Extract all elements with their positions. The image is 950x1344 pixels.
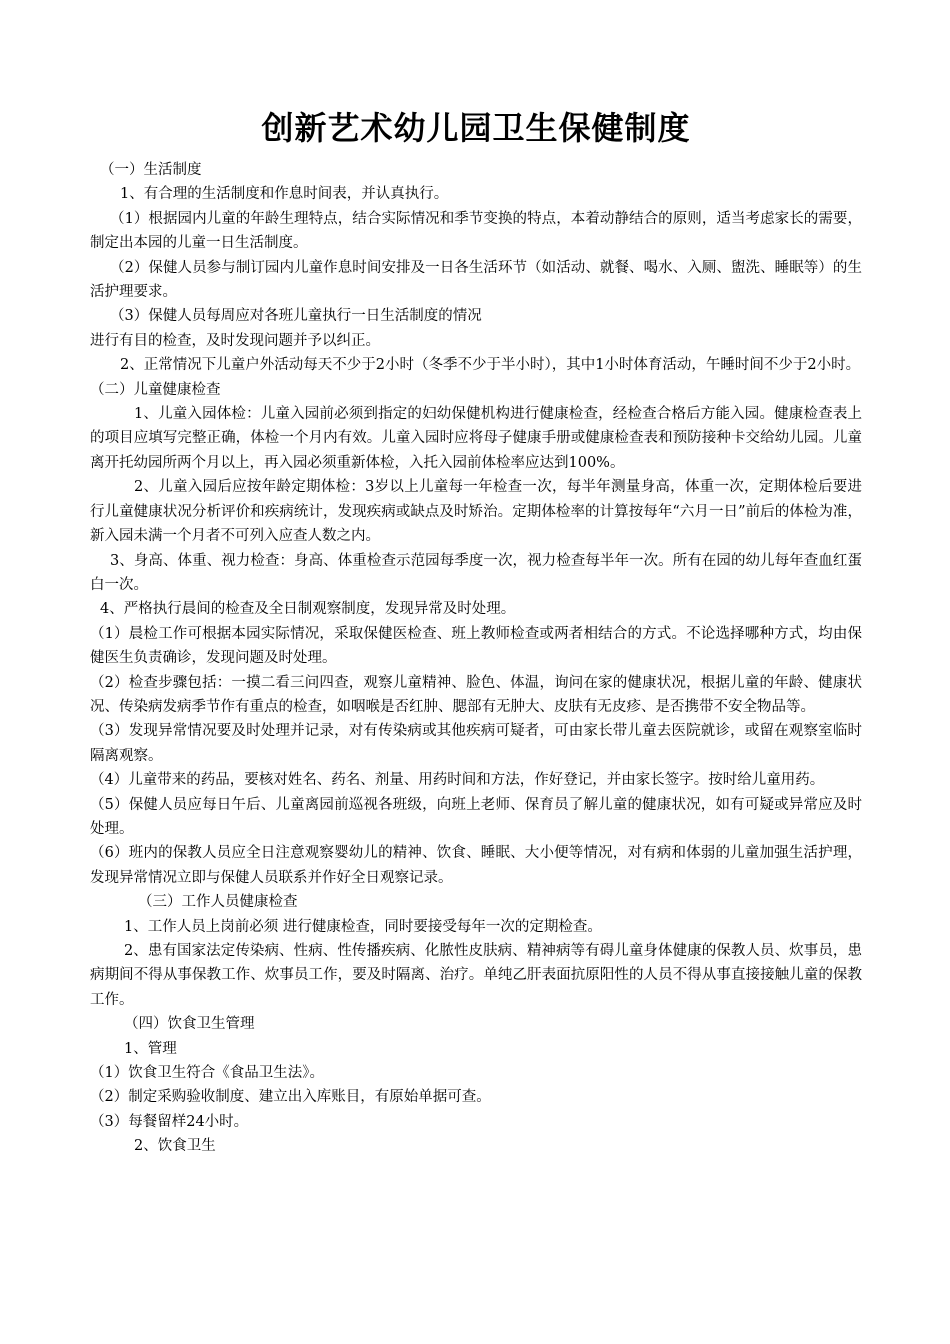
paragraph: 进行有目的检查，及时发现问题并予以纠正。 [90,332,380,349]
paragraph: （1）根据园内儿童的年龄生理特点，结合实际情况和季节变换的特点，本着动静结合的原则，适当考虑家长的需要，制定出本园的儿童一日生活制度。 [90,210,862,252]
paragraph: （2）保健人员参与制订园内儿童作息时间安排及一日各生活环节（如活动、就餐、喝水、入厕、盥洗、睡眠等）的生活护理要求。 [90,259,862,301]
paragraph: （1）饮食卫生符合《食品卫生法》。 [90,1065,324,1082]
section-heading-health-check: （二）儿童健康检查 [90,381,221,398]
paragraph: （2）制定采购验收制度、建立出入库账目，有原始单据可查。 [90,1089,491,1106]
paragraph: （6）班内的保教人员应全日注意观察婴幼儿的精神、饮食、睡眠、大小便等情况，对有病和体弱的儿童加强生活护理，发现异常情况立即与保健人员联系并作好全日观察记录。 [90,845,862,886]
paragraph: （5）保健人员应每日午后、儿童离园前巡视各班级，向班上老师、保育员了解儿童的健康状况，如有可疑或异常应及时处理。 [90,796,862,837]
paragraph: （3）保健人员每周应对各班儿童执行一日生活制度的情况 [110,308,482,325]
paragraph: 4、严格执行晨间的检查及全日制观察制度，发现异常及时处理。 [100,601,516,618]
paragraph: （3）每餐留样24小时。 [90,1113,249,1130]
paragraph: 1、儿童入园体检：儿童入园前必须到指定的妇幼保健机构进行健康检查，经检查合格后方能入园。健康检查表上的项目应填写完整正确，体检一个月内有效。儿童入园时应将母子健康手册或健康检查表和预防接种卡交给幼儿园。儿童离开托幼园所两个月以上，再入园必须重新体检，入托入园前体检率应达到100%。 [90,406,862,471]
paragraph: 2、患有国家法定传染病、性病、性传播疾病、化脓性皮肤病、精神病等有碍儿童身体健康的保教人员、炊事员，患病期间不得从事保教工作、炊事员工作，要及时隔离、治疗。单纯乙肝表面抗原阳性的人员不得从事直接接触儿童的保教工作。 [90,943,862,1008]
paragraph: 2、儿童入园后应按年龄定期体检：3岁以上儿童每一年检查一次，每半年测量身高，体重一次，定期体检后要进行儿童健康状况分析评价和疾病统计，发现疾病或缺点及时矫治。定期体检率的计算按每年“六月一日”前后的体检为准，新入园未满一个月者不可列入应查人数之内。 [90,479,862,545]
paragraph: 1、管理 [124,1040,177,1057]
section-heading-life: （一）生活制度 [100,162,202,178]
paragraph: （1）晨检工作可根据本园实际情况，采取保健医检查、班上教师检查或两者相结合的方式。不论选择哪种方式，均由保健医生负责确诊，发现问题及时处理。 [90,625,862,667]
paragraph: （4）儿童带来的药品，要核对姓名、药名、剂量、用药时间和方法，作好登记，并由家长签字。按时给儿童用药。 [90,772,825,789]
document-title: 创新艺术幼儿园卫生保健制度 [261,109,691,147]
paragraph: 1、工作人员上岗前必须 进行健康检查，同时要接受每年一次的定期检查。 [124,918,602,935]
paragraph: 1、有合理的生活制度和作息时间表，并认真执行。 [120,186,449,203]
paragraph: 2、饮食卫生 [134,1138,216,1155]
paragraph: （3）发现异常情况要及时处理并记录，对有传染病或其他疾病可疑者，可由家长带儿童去医院就诊，或留在观察室临时隔离观察。 [90,723,862,764]
section-heading-staff-health: （三）工作人员健康检查 [138,894,298,911]
section-heading-food-hygiene: （四）饮食卫生管理 [124,1016,255,1033]
paragraph: （2）检查步骤包括：一摸二看三问四查，观察儿童精神、脸色、体温，询问在家的健康状况，根据儿童的年龄、健康状况、传染病发病季节作有重点的检查，如咽喉是否红肿、腮部有无肿大、皮肤有无皮疹、是否携带不安全物品等。 [90,674,862,715]
paragraph: 3、身高、体重、视力检查：身高、体重检查示范园每季度一次，视力检查每半年一次。所有在园的幼儿每年查血红蛋白一次。 [90,552,862,593]
paragraph: 2、正常情况下儿童户外活动每天不少于2小时（冬季不少于半小时），其中1小时体育活动，午睡时间不少于2小时。 [120,357,861,374]
